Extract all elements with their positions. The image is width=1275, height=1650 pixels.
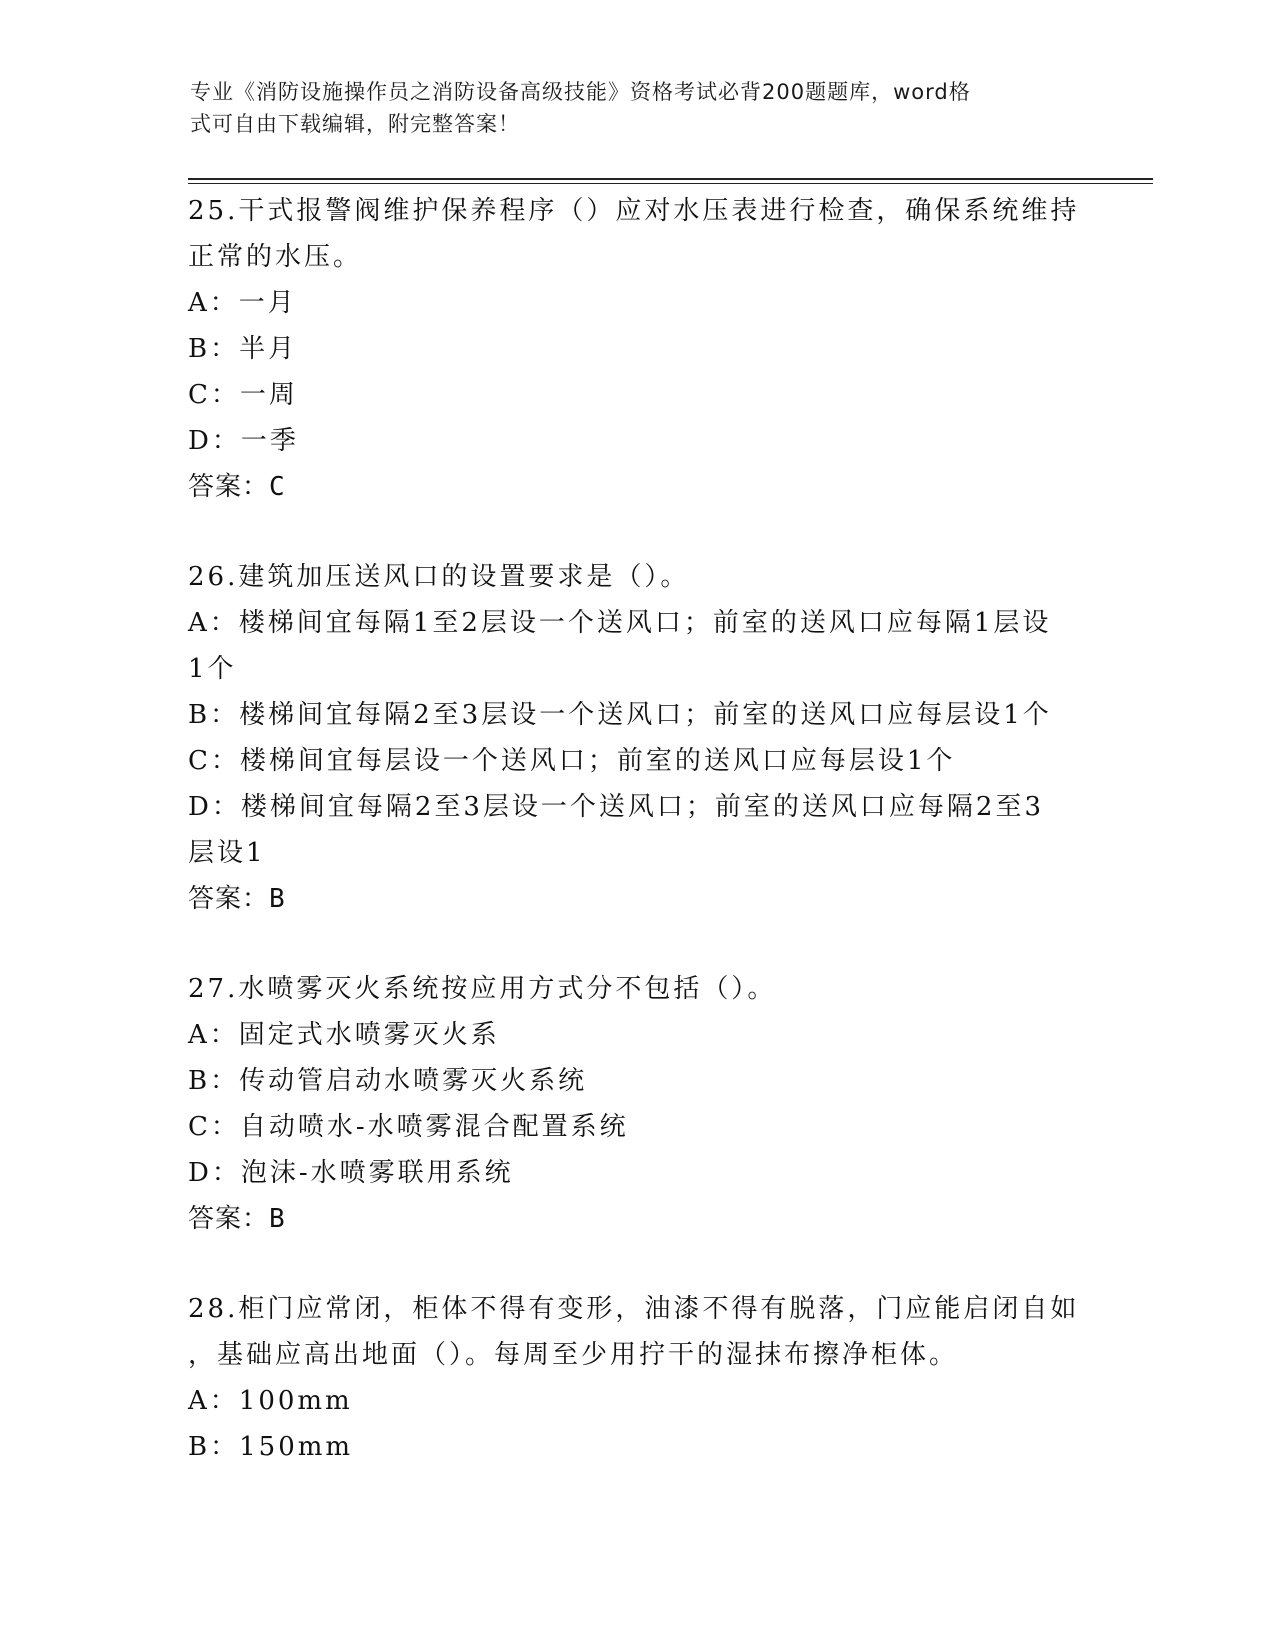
option-a: A：楼梯间宜每隔1至2层设一个送风口；前室的送风口应每隔1层设 — [188, 608, 1052, 638]
option-c: C：一周 — [188, 380, 298, 410]
answer-value: B — [269, 1204, 286, 1234]
question-28 — [188, 1286, 1088, 1470]
answer-label: 答案： — [188, 472, 270, 502]
option-b: B：150mm — [188, 1432, 354, 1462]
answer-line — [188, 876, 1088, 922]
question-text: ，基础应高出地面（）。每周至少用拧干的湿抹布擦净柜体。 — [188, 1340, 959, 1370]
option-b: B：楼梯间宜每隔2至3层设一个送风口；前室的送风口应每层设1个 — [188, 700, 1052, 730]
option-a: A：100mm — [188, 1386, 353, 1416]
question-text: 27.水喷雾灭火系统按应用方式分不包括（）。 — [188, 974, 777, 1004]
option-d-continued: 层设1 — [188, 838, 266, 868]
option-b: B：半月 — [188, 334, 298, 364]
document-header — [190, 76, 1070, 140]
option-c: C：自动喷水-水喷雾混合配置系统 — [188, 1112, 629, 1142]
question-list — [188, 188, 1088, 1470]
option-a-continued: 1个 — [188, 654, 237, 684]
question-text: 正常的水压。 — [188, 242, 363, 272]
answer-label: 答案： — [188, 884, 270, 914]
question-text: 25.干式报警阀维护保养程序（）应对水压表进行检查，确保系统维持 — [188, 196, 1080, 226]
option-d: D：楼梯间宜每隔2至3层设一个送风口；前室的送风口应每隔2至3 — [188, 792, 1045, 822]
option-a: A：固定式水喷雾灭火系 — [188, 1020, 500, 1050]
option-d: D：一季 — [188, 426, 299, 456]
question-26 — [188, 554, 1088, 922]
header-line-1: 专业《消防设施操作员之消防设备高级技能》资格考试必背200题题库，word格 — [190, 80, 971, 104]
option-c: C：楼梯间宜每层设一个送风口；前室的送风口应每层设1个 — [188, 746, 956, 776]
answer-value: B — [269, 884, 286, 914]
answer-line — [188, 464, 1088, 510]
question-text: 28.柜门应常闭，柜体不得有变形，油漆不得有脱落，门应能启闭自如 — [188, 1294, 1080, 1324]
question-27 — [188, 966, 1088, 1242]
option-a: A：一月 — [188, 288, 297, 318]
option-b: B：传动管启动水喷雾灭火系统 — [188, 1066, 588, 1096]
answer-label: 答案： — [188, 1204, 270, 1234]
question-text: 26.建筑加压送风口的设置要求是（）。 — [188, 562, 690, 592]
question-25 — [188, 188, 1088, 510]
header-divider-thick — [188, 178, 1153, 180]
answer-value: C — [269, 472, 286, 502]
header-divider-thin — [188, 183, 1153, 184]
answer-line — [188, 1196, 1088, 1242]
header-line-2: 式可自由下载编辑，附完整答案！ — [190, 112, 520, 136]
option-d: D：泡沫-水喷雾联用系统 — [188, 1158, 514, 1188]
